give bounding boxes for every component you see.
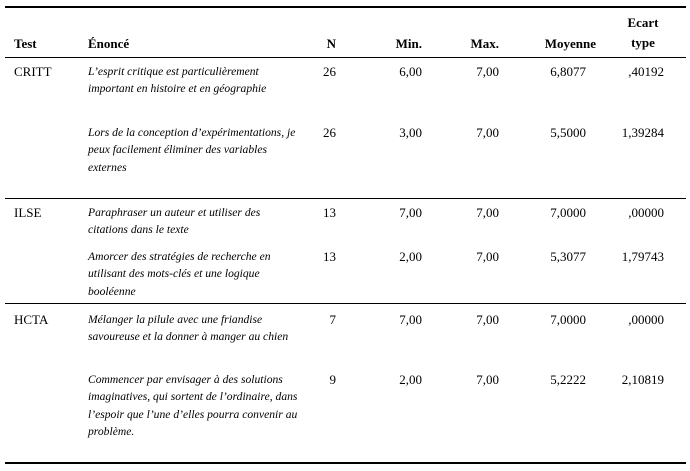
row-min: 3,00 — [399, 125, 422, 140]
row-max: 7,00 — [476, 205, 499, 220]
row-ecart: ,00000 — [628, 312, 664, 327]
row-max: 7,00 — [476, 312, 499, 327]
table-top-rule — [5, 6, 686, 8]
row-enonce: L’esprit critique est particulièrement important en histoire et en géographie — [88, 65, 267, 96]
header-max: Max. — [470, 36, 499, 51]
row-enonce: Amorcer des stratégies de recherche en utilisant des mots-clés et une logique booléenne — [88, 250, 271, 298]
row-moyenne: 7,0000 — [550, 312, 586, 327]
header-rule — [5, 57, 686, 58]
row-ecart: ,00000 — [628, 205, 664, 220]
row-ecart: 1,79743 — [621, 249, 664, 264]
row-min: 2,00 — [399, 372, 422, 387]
row-test-label: ILSE — [14, 205, 42, 220]
row-moyenne: 7,0000 — [550, 205, 586, 220]
header-enonce: Énoncé — [88, 36, 130, 51]
row-n: 7 — [329, 312, 336, 327]
row-enonce: Paraphraser un auteur et utiliser des citations dans le texte — [88, 206, 261, 237]
row-moyenne: 6,8077 — [550, 64, 586, 79]
row-max: 7,00 — [476, 249, 499, 264]
row-test-label: CRITT — [14, 64, 52, 79]
row-n: 26 — [323, 64, 336, 79]
row-max: 7,00 — [476, 64, 499, 79]
row-moyenne: 5,3077 — [550, 249, 586, 264]
row-n: 9 — [329, 372, 336, 387]
row-min: 7,00 — [399, 205, 422, 220]
table-bottom-rule — [5, 462, 686, 464]
row-ecart: ,40192 — [628, 64, 664, 79]
row-moyenne: 5,2222 — [550, 372, 586, 387]
header-moyenne: Moyenne — [544, 36, 596, 51]
row-moyenne: 5,5000 — [550, 125, 586, 140]
row-ecart: 2,10819 — [621, 372, 664, 387]
header-n: N — [326, 36, 336, 51]
row-n: 13 — [323, 249, 336, 264]
row-test-label: HCTA — [14, 312, 49, 327]
row-n: 13 — [323, 205, 336, 220]
row-min: 7,00 — [399, 312, 422, 327]
row-enonce: Mélanger la pilule avec une friandise savoureuse et la donner à manger au chien — [88, 313, 289, 344]
row-max: 7,00 — [476, 125, 499, 140]
header-min: Min. — [395, 36, 422, 51]
row-max: 7,00 — [476, 372, 499, 387]
header-ecart-line1: Ecart — [627, 15, 659, 30]
row-ecart: 1,39284 — [621, 125, 664, 140]
row-n: 26 — [323, 125, 336, 140]
group-rule — [5, 303, 686, 304]
row-enonce: Commencer par envisager à des solutions imaginatives, qui sortent de l’ordinaire, dans l’espoir que l’une d’elles pourra convenir au problème. — [88, 373, 298, 438]
group-rule — [5, 198, 686, 199]
row-min: 6,00 — [399, 64, 422, 79]
header-test: Test — [14, 36, 37, 51]
row-min: 2,00 — [399, 249, 422, 264]
row-enonce: Lors de la conception d’expérimentations, je peux facilement éliminer des variables externes — [88, 126, 296, 174]
header-ecart-line2: type — [631, 35, 655, 50]
